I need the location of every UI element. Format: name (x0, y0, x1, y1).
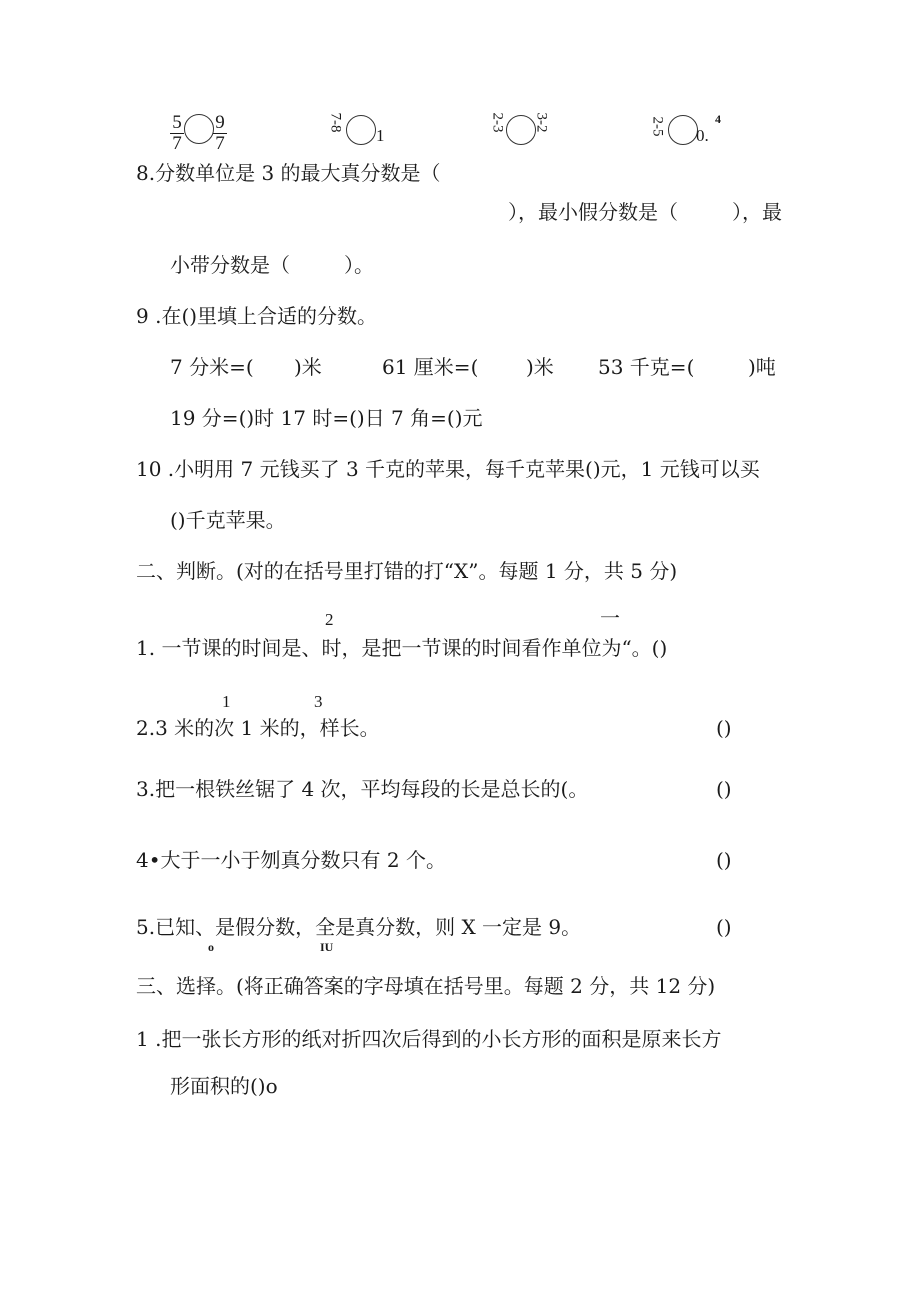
fraction-left-1 (170, 114, 184, 153)
section2-q5: 5.已知、是假分数，全是真分数，则 X 一定是 9。 (136, 915, 582, 939)
q5-answer-bracket[interactable]: () (716, 915, 732, 939)
section2-q4: 4•大于一小于刎真分数只有 2 个。 (136, 848, 446, 872)
fraction-right-1 (213, 114, 227, 153)
q2-superscript-1: 1 (222, 692, 231, 711)
denominator: 7 (215, 133, 225, 154)
q5-subscript-2: IU (320, 940, 334, 954)
q8-line1-a: 8.分数单位是 3 的最大真分数是（ (136, 161, 441, 185)
q9-r2: 19 分=()时 17 时=()日 7 角=()元 (170, 406, 483, 430)
compare-circle-1[interactable] (184, 114, 214, 144)
q8-line1-b: ），最小假分数是（ (508, 200, 678, 224)
q9-r1-f: )吨 (748, 355, 776, 379)
q9-r1-d: )米 (526, 355, 554, 379)
q9-r1-a: 7 分米=( (170, 355, 254, 379)
q2-superscript-2: 3 (314, 692, 323, 711)
fraction-left-3: 2-3 (489, 112, 506, 133)
fraction-left-2: 7-8 (327, 112, 344, 133)
section3-heading: 三、选择。(将正确答案的字母填在括号里。每题 2 分，共 12 分) (136, 974, 716, 998)
section2-q3: 3.把一根铁丝锯了 4 次，平均每段的长是总长的(。 (136, 777, 589, 801)
compare-circle-4[interactable] (668, 115, 698, 145)
q9-r1-b: )米 (294, 355, 322, 379)
q2-answer-bracket[interactable]: () (716, 716, 732, 740)
superscript-4: 4 (715, 112, 721, 126)
numerator: 5 (172, 112, 182, 133)
q10-line2: ()千克苹果。 (170, 508, 286, 532)
q9-r1-c: 61 厘米=( (382, 355, 479, 379)
q1-superscript-1: 2 (325, 610, 334, 629)
fraction-right-3: 3-2 (533, 112, 550, 133)
number-right-2: 1 (376, 126, 385, 145)
q8-line1-c: ），最 (732, 200, 782, 224)
section3-q1-line1: 1 .把一张长方形的纸对折四次后得到的小长方形的面积是原来长方 (136, 1027, 722, 1051)
q10-line1: 10 .小明用 7 元钱买了 3 千克的苹果，每千克苹果()元，1 元钱可以买 (136, 457, 760, 481)
q4-answer-bracket[interactable]: () (716, 848, 732, 872)
section2-q2: 2.3 米的次 1 米的，样长。 (136, 716, 380, 740)
q9-r1-e: 53 千克=( (598, 355, 695, 379)
section3-q1-line2: 形面积的()o (170, 1074, 278, 1098)
compare-circle-2[interactable] (346, 115, 376, 145)
q8-line2-b: ）。 (344, 253, 374, 277)
number-right-4: 0. (696, 126, 709, 145)
q9-title: 9 .在()里填上合适的分数。 (136, 304, 378, 328)
q1-superscript-2: 一 (600, 606, 620, 630)
q8-line2-a: 小带分数是（ (170, 253, 290, 277)
denominator: 7 (172, 133, 182, 154)
numerator: 9 (215, 112, 225, 133)
compare-circle-3[interactable] (506, 115, 536, 145)
fraction-left-4: 2-5 (649, 116, 666, 137)
q5-subscript-1: o (208, 940, 214, 954)
section2-q1: 1. 一节课的时间是、时，是把一节课的时间看作单位为“。() (136, 636, 668, 660)
q3-answer-bracket[interactable]: () (716, 777, 732, 801)
section2-heading: 二、判断。(对的在括号里打错的打“X”。每题 1 分，共 5 分) (136, 559, 678, 583)
